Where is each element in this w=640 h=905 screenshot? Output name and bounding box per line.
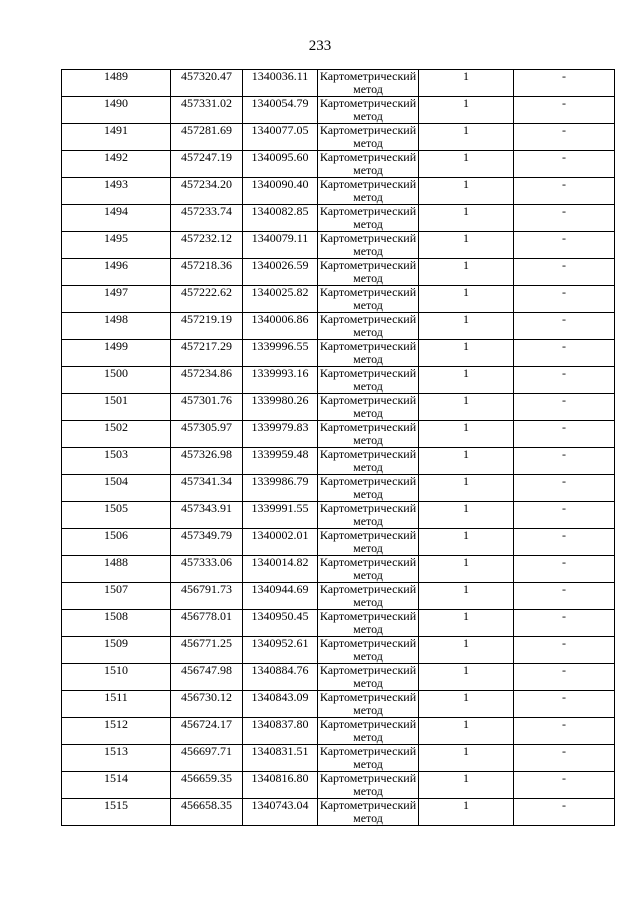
method-text: Картометрический метод: [319, 799, 417, 825]
method-cell: [318, 502, 419, 529]
y-coordinate-cell: 1340025.82: [243, 286, 318, 313]
table-row: [62, 583, 615, 610]
method-text: Картометрический метод: [319, 367, 417, 393]
x-coordinate-cell: 457341.34: [171, 475, 243, 502]
note-cell: -: [514, 745, 615, 772]
table-row: [62, 286, 615, 313]
note-cell: -: [514, 637, 615, 664]
point-number-cell: 1495: [62, 232, 171, 259]
y-coordinate-cell: 1340077.05: [243, 124, 318, 151]
method-text: Картометрический метод: [319, 313, 417, 339]
point-number-cell: 1492: [62, 151, 171, 178]
point-number-cell: 1511: [62, 691, 171, 718]
accuracy-cell: 1: [419, 772, 514, 799]
x-coordinate-cell: 456747.98: [171, 664, 243, 691]
accuracy-cell: 1: [419, 448, 514, 475]
y-coordinate-cell: 1339980.26: [243, 394, 318, 421]
accuracy-cell: 1: [419, 610, 514, 637]
method-text: Картометрический метод: [319, 691, 417, 717]
table-row: [62, 529, 615, 556]
coordinates-table-body: [62, 70, 615, 826]
point-number-cell: 1503: [62, 448, 171, 475]
table-row: [62, 151, 615, 178]
x-coordinate-cell: 457343.91: [171, 502, 243, 529]
method-cell: [318, 664, 419, 691]
x-coordinate-cell: 457305.97: [171, 421, 243, 448]
accuracy-cell: 1: [419, 367, 514, 394]
table-row: [62, 394, 615, 421]
point-number-cell: 1515: [62, 799, 171, 826]
y-coordinate-cell: 1340095.60: [243, 151, 318, 178]
note-cell: -: [514, 475, 615, 502]
point-number-cell: 1504: [62, 475, 171, 502]
method-cell: [318, 394, 419, 421]
method-cell: [318, 637, 419, 664]
method-cell: [318, 475, 419, 502]
note-cell: -: [514, 421, 615, 448]
method-text: Картометрический метод: [319, 124, 417, 150]
x-coordinate-cell: 457217.29: [171, 340, 243, 367]
point-number-cell: 1505: [62, 502, 171, 529]
method-text: Картометрический метод: [319, 772, 417, 798]
table-row: [62, 232, 615, 259]
note-cell: -: [514, 718, 615, 745]
point-number-cell: 1506: [62, 529, 171, 556]
method-cell: [318, 799, 419, 826]
x-coordinate-cell: 457326.98: [171, 448, 243, 475]
accuracy-cell: 1: [419, 124, 514, 151]
x-coordinate-cell: 456771.25: [171, 637, 243, 664]
method-text: Картометрический метод: [319, 232, 417, 258]
method-text: Картометрический метод: [319, 394, 417, 420]
table-row: [62, 718, 615, 745]
method-text: Картометрический метод: [319, 556, 417, 582]
method-cell: [318, 448, 419, 475]
coordinates-table: [61, 69, 615, 826]
note-cell: -: [514, 259, 615, 286]
table-row: [62, 340, 615, 367]
method-text: Картометрический метод: [319, 421, 417, 447]
method-text: Картометрический метод: [319, 718, 417, 744]
method-text: Картометрический метод: [319, 178, 417, 204]
table-row: [62, 124, 615, 151]
accuracy-cell: 1: [419, 529, 514, 556]
point-number-cell: 1512: [62, 718, 171, 745]
x-coordinate-cell: 456658.35: [171, 799, 243, 826]
method-text: Картометрический метод: [319, 637, 417, 663]
x-coordinate-cell: 457349.79: [171, 529, 243, 556]
accuracy-cell: 1: [419, 286, 514, 313]
point-number-cell: 1499: [62, 340, 171, 367]
point-number-cell: 1497: [62, 286, 171, 313]
method-cell: [318, 367, 419, 394]
x-coordinate-cell: 457281.69: [171, 124, 243, 151]
accuracy-cell: 1: [419, 313, 514, 340]
x-coordinate-cell: 457331.02: [171, 97, 243, 124]
point-number-cell: 1502: [62, 421, 171, 448]
note-cell: -: [514, 583, 615, 610]
accuracy-cell: 1: [419, 178, 514, 205]
y-coordinate-cell: 1340002.01: [243, 529, 318, 556]
note-cell: -: [514, 286, 615, 313]
point-number-cell: 1514: [62, 772, 171, 799]
method-text: Картометрический метод: [319, 745, 417, 771]
method-cell: [318, 529, 419, 556]
table-row: [62, 70, 615, 97]
y-coordinate-cell: 1340950.45: [243, 610, 318, 637]
accuracy-cell: 1: [419, 97, 514, 124]
y-coordinate-cell: 1340054.79: [243, 97, 318, 124]
note-cell: -: [514, 610, 615, 637]
x-coordinate-cell: 457233.74: [171, 205, 243, 232]
method-cell: [318, 691, 419, 718]
note-cell: -: [514, 448, 615, 475]
page-number: 233: [308, 38, 332, 54]
y-coordinate-cell: 1340837.80: [243, 718, 318, 745]
accuracy-cell: 1: [419, 502, 514, 529]
point-number-cell: 1498: [62, 313, 171, 340]
method-text: Картометрический метод: [319, 340, 417, 366]
table-row: [62, 664, 615, 691]
y-coordinate-cell: 1340944.69: [243, 583, 318, 610]
method-text: Картометрический метод: [319, 259, 417, 285]
method-cell: [318, 70, 419, 97]
y-coordinate-cell: 1339993.16: [243, 367, 318, 394]
note-cell: -: [514, 232, 615, 259]
accuracy-cell: 1: [419, 745, 514, 772]
point-number-cell: 1509: [62, 637, 171, 664]
table-row: [62, 367, 615, 394]
note-cell: -: [514, 394, 615, 421]
method-cell: [318, 97, 419, 124]
note-cell: -: [514, 799, 615, 826]
method-cell: [318, 286, 419, 313]
table-row: [62, 502, 615, 529]
method-text: Картометрический метод: [319, 502, 417, 528]
point-number-cell: 1507: [62, 583, 171, 610]
point-number-cell: 1491: [62, 124, 171, 151]
table-row: [62, 313, 615, 340]
method-cell: [318, 421, 419, 448]
point-number-cell: 1493: [62, 178, 171, 205]
table-row: [62, 421, 615, 448]
y-coordinate-cell: 1340006.86: [243, 313, 318, 340]
x-coordinate-cell: 457234.20: [171, 178, 243, 205]
table-row: [62, 610, 615, 637]
table-row: [62, 259, 615, 286]
point-number-cell: 1488: [62, 556, 171, 583]
accuracy-cell: 1: [419, 556, 514, 583]
method-text: Картометрический метод: [319, 664, 417, 690]
y-coordinate-cell: 1340090.40: [243, 178, 318, 205]
table-row: [62, 475, 615, 502]
point-number-cell: 1510: [62, 664, 171, 691]
accuracy-cell: 1: [419, 691, 514, 718]
x-coordinate-cell: 457219.19: [171, 313, 243, 340]
note-cell: -: [514, 529, 615, 556]
y-coordinate-cell: 1339996.55: [243, 340, 318, 367]
method-text: Картометрический метод: [319, 529, 417, 555]
note-cell: -: [514, 502, 615, 529]
x-coordinate-cell: 457232.12: [171, 232, 243, 259]
accuracy-cell: 1: [419, 70, 514, 97]
table-row: [62, 691, 615, 718]
note-cell: -: [514, 205, 615, 232]
note-cell: -: [514, 124, 615, 151]
table-row: [62, 772, 615, 799]
accuracy-cell: 1: [419, 475, 514, 502]
point-number-cell: 1513: [62, 745, 171, 772]
y-coordinate-cell: 1339979.83: [243, 421, 318, 448]
y-coordinate-cell: 1340082.85: [243, 205, 318, 232]
accuracy-cell: 1: [419, 340, 514, 367]
x-coordinate-cell: 456697.71: [171, 745, 243, 772]
y-coordinate-cell: 1340843.09: [243, 691, 318, 718]
x-coordinate-cell: 457218.36: [171, 259, 243, 286]
method-cell: [318, 124, 419, 151]
x-coordinate-cell: 457247.19: [171, 151, 243, 178]
accuracy-cell: 1: [419, 259, 514, 286]
method-cell: [318, 745, 419, 772]
point-number-cell: 1490: [62, 97, 171, 124]
point-number-cell: 1501: [62, 394, 171, 421]
y-coordinate-cell: 1339991.55: [243, 502, 318, 529]
method-text: Картометрический метод: [319, 286, 417, 312]
method-cell: [318, 232, 419, 259]
note-cell: -: [514, 151, 615, 178]
table-row: [62, 178, 615, 205]
note-cell: -: [514, 691, 615, 718]
table-row: [62, 556, 615, 583]
accuracy-cell: 1: [419, 421, 514, 448]
y-coordinate-cell: 1340743.04: [243, 799, 318, 826]
note-cell: -: [514, 340, 615, 367]
method-text: Картометрический метод: [319, 205, 417, 231]
method-text: Картометрический метод: [319, 610, 417, 636]
method-text: Картометрический метод: [319, 475, 417, 501]
x-coordinate-cell: 456659.35: [171, 772, 243, 799]
x-coordinate-cell: 457301.76: [171, 394, 243, 421]
method-text: Картометрический метод: [319, 583, 417, 609]
y-coordinate-cell: 1340816.80: [243, 772, 318, 799]
y-coordinate-cell: 1339986.79: [243, 475, 318, 502]
accuracy-cell: 1: [419, 205, 514, 232]
x-coordinate-cell: 457222.62: [171, 286, 243, 313]
point-number-cell: 1496: [62, 259, 171, 286]
x-coordinate-cell: 456791.73: [171, 583, 243, 610]
x-coordinate-cell: 456724.17: [171, 718, 243, 745]
y-coordinate-cell: 1340079.11: [243, 232, 318, 259]
accuracy-cell: 1: [419, 718, 514, 745]
x-coordinate-cell: 457320.47: [171, 70, 243, 97]
accuracy-cell: 1: [419, 637, 514, 664]
table-row: [62, 745, 615, 772]
x-coordinate-cell: 457234.86: [171, 367, 243, 394]
point-number-cell: 1500: [62, 367, 171, 394]
table-row: [62, 205, 615, 232]
method-cell: [318, 313, 419, 340]
point-number-cell: 1508: [62, 610, 171, 637]
note-cell: -: [514, 178, 615, 205]
note-cell: -: [514, 367, 615, 394]
accuracy-cell: 1: [419, 583, 514, 610]
accuracy-cell: 1: [419, 151, 514, 178]
method-text: Картометрический метод: [319, 151, 417, 177]
method-text: Картометрический метод: [319, 70, 417, 96]
method-cell: [318, 718, 419, 745]
note-cell: -: [514, 97, 615, 124]
y-coordinate-cell: 1340831.51: [243, 745, 318, 772]
note-cell: -: [514, 70, 615, 97]
y-coordinate-cell: 1340014.82: [243, 556, 318, 583]
note-cell: -: [514, 772, 615, 799]
table-row: [62, 637, 615, 664]
y-coordinate-cell: 1340952.61: [243, 637, 318, 664]
x-coordinate-cell: 456778.01: [171, 610, 243, 637]
method-cell: [318, 178, 419, 205]
method-cell: [318, 340, 419, 367]
method-text: Картометрический метод: [319, 97, 417, 123]
accuracy-cell: 1: [419, 394, 514, 421]
method-cell: [318, 151, 419, 178]
table-row: [62, 799, 615, 826]
method-cell: [318, 556, 419, 583]
method-cell: [318, 772, 419, 799]
x-coordinate-cell: 457333.06: [171, 556, 243, 583]
table-row: [62, 448, 615, 475]
x-coordinate-cell: 456730.12: [171, 691, 243, 718]
accuracy-cell: 1: [419, 664, 514, 691]
method-cell: [318, 259, 419, 286]
accuracy-cell: 1: [419, 799, 514, 826]
y-coordinate-cell: 1340026.59: [243, 259, 318, 286]
method-cell: [318, 610, 419, 637]
note-cell: -: [514, 313, 615, 340]
accuracy-cell: 1: [419, 232, 514, 259]
method-cell: [318, 205, 419, 232]
note-cell: -: [514, 556, 615, 583]
y-coordinate-cell: 1340036.11: [243, 70, 318, 97]
method-text: Картометрический метод: [319, 448, 417, 474]
note-cell: -: [514, 664, 615, 691]
table-row: [62, 97, 615, 124]
point-number-cell: 1494: [62, 205, 171, 232]
y-coordinate-cell: 1340884.76: [243, 664, 318, 691]
method-cell: [318, 583, 419, 610]
point-number-cell: 1489: [62, 70, 171, 97]
y-coordinate-cell: 1339959.48: [243, 448, 318, 475]
